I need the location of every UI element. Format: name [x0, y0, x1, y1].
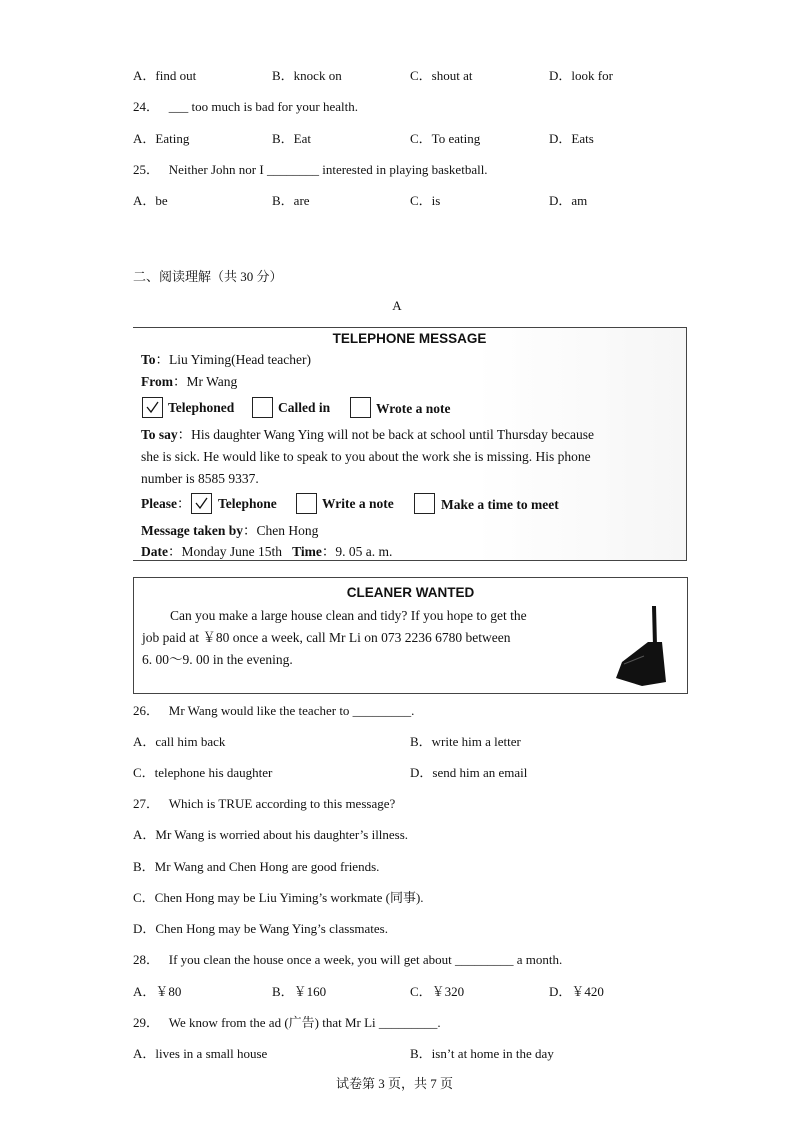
called-in-label: Called in — [278, 400, 331, 415]
q28-option-b: B．￥160 — [272, 984, 327, 999]
date-value: ：Monday June 15th — [168, 544, 282, 559]
taken-by-label: Message taken by — [141, 523, 243, 538]
date-label: Date — [141, 544, 168, 559]
q27-option-d: D．Chen Hong may be Wang Ying’s classmates. — [133, 921, 388, 936]
question-number: 27． — [133, 796, 160, 811]
q26-option-c: C．telephone his daughter — [133, 765, 273, 780]
cleaner-ad-line-2: job paid at ￥80 once a week, call Mr Li on 073 2236 6780 between — [142, 630, 511, 645]
q23-option-b: B．knock on — [272, 68, 342, 83]
question-29 — [133, 1015, 441, 1031]
taken-by-value: ：Chen Hong — [243, 523, 319, 538]
q28-option-a: A．￥80 — [133, 984, 182, 999]
q27-option-b: B．Mr Wang and Chen Hong are good friends. — [133, 859, 380, 874]
q27-option-c: C．Chen Hong may be Liu Yiming’s workmate (同事). — [133, 890, 424, 905]
passage-label: A — [392, 298, 402, 313]
q24-option-d: D．Eats — [549, 131, 594, 146]
cleaner-ad-line-3: 6. 00～9. 00 in the evening. — [142, 652, 293, 667]
q23-option-c: C．shout at — [410, 68, 473, 83]
write-a-note-checkbox — [296, 493, 317, 514]
make-a-time-label: Make a time to meet — [441, 497, 559, 512]
please-colon: ： — [177, 496, 191, 511]
q26-option-a: A．call him back — [133, 734, 226, 749]
check-mark-icon — [193, 495, 210, 512]
please-line — [141, 495, 191, 512]
q26-option-b: B．write him a letter — [410, 734, 521, 749]
to-say-label: To say — [141, 427, 178, 442]
q25-option-b: B．are — [272, 193, 310, 208]
page-footer: 试卷第 3 页，共 7 页 — [336, 1076, 454, 1091]
wrote-a-note-label: Wrote a note — [376, 401, 451, 416]
please-label: Please — [141, 496, 177, 511]
q26-option-d: D．send him an email — [410, 765, 528, 780]
q27-option-a: A．Mr Wang is worried about his daughter’s illness. — [133, 827, 409, 842]
time-value: ：9. 05 a. m. — [321, 544, 393, 559]
q28-option-d: D．￥420 — [549, 984, 604, 999]
wrote-a-note-checkbox — [350, 397, 371, 418]
write-a-note-label: Write a note — [322, 496, 394, 511]
question-28 — [133, 952, 562, 968]
q25-option-c: C．is — [410, 193, 441, 208]
question-text: ___ too much is bad for your health. — [168, 99, 358, 114]
q25-option-d: D．am — [549, 193, 588, 208]
question-text: Mr Wang would like the teacher to _________. — [168, 703, 415, 718]
q25-option-a: A．be — [133, 193, 168, 208]
from-label: From — [141, 374, 173, 389]
cleaner-ad-line-1: Can you make a large house clean and tidy? If you hope to get the — [170, 608, 527, 623]
question-25 — [133, 162, 488, 178]
q29-option-b: B．isn’t at home in the day — [410, 1046, 554, 1061]
to-say-line-2: she is sick. He would like to speak to you about the work she is missing. His phone — [141, 449, 591, 464]
date-time-line — [141, 543, 392, 560]
telephoned-checkbox — [142, 397, 163, 418]
question-text: Neither John nor I ________ interested in playing basketball. — [168, 162, 488, 177]
telephone-checkbox — [191, 493, 212, 514]
make-a-time-checkbox — [414, 493, 435, 514]
q24-option-a: A．Eating — [133, 131, 190, 146]
question-number: 25． — [133, 162, 160, 177]
q24-option-b: B．Eat — [272, 131, 311, 146]
telephone-label: Telephone — [218, 496, 277, 511]
question-26 — [133, 703, 414, 719]
to-line — [141, 351, 311, 368]
q24-option-c: C．To eating — [410, 131, 481, 146]
question-text: We know from the ad (广告) that Mr Li _________. — [168, 1015, 441, 1030]
cleaner-wanted-ad — [133, 577, 688, 694]
question-number: 28． — [133, 952, 160, 967]
telephone-message-box — [133, 327, 687, 561]
called-in-checkbox — [252, 397, 273, 418]
to-value: ：Liu Yiming(Head teacher) — [155, 352, 311, 367]
taken-by-line — [141, 522, 318, 539]
from-value: ：Mr Wang — [173, 374, 238, 389]
q23-option-a: A．find out — [133, 68, 197, 83]
q23-option-d: D．look for — [549, 68, 613, 83]
question-number: 24． — [133, 99, 160, 114]
question-24 — [133, 99, 358, 115]
check-mark-icon — [144, 399, 161, 416]
question-number: 26． — [133, 703, 160, 718]
to-say-text: ：His daughter Wang Ying will not be back at school until Thursday because — [177, 427, 594, 442]
from-line — [141, 373, 237, 390]
to-say-line-3: number is 8585 9337. — [141, 471, 259, 486]
q28-option-c: C．￥320 — [410, 984, 465, 999]
section-title: 二、阅读理解（共 30 分） — [133, 269, 283, 284]
dustpan-icon — [612, 604, 674, 688]
to-say-line-1 — [141, 426, 594, 443]
question-27 — [133, 796, 395, 812]
telephoned-label: Telephoned — [168, 400, 235, 415]
q29-option-a: A．lives in a small house — [133, 1046, 268, 1061]
question-text: If you clean the house once a week, you will get about _________ a month. — [168, 952, 563, 967]
question-text: Which is TRUE according to this message? — [168, 796, 396, 811]
telephone-message-title: TELEPHONE MESSAGE — [332, 331, 487, 346]
time-label: Time — [292, 544, 322, 559]
to-label: To — [141, 352, 156, 367]
question-number: 29． — [133, 1015, 160, 1030]
cleaner-ad-title: CLEANER WANTED — [346, 585, 475, 600]
